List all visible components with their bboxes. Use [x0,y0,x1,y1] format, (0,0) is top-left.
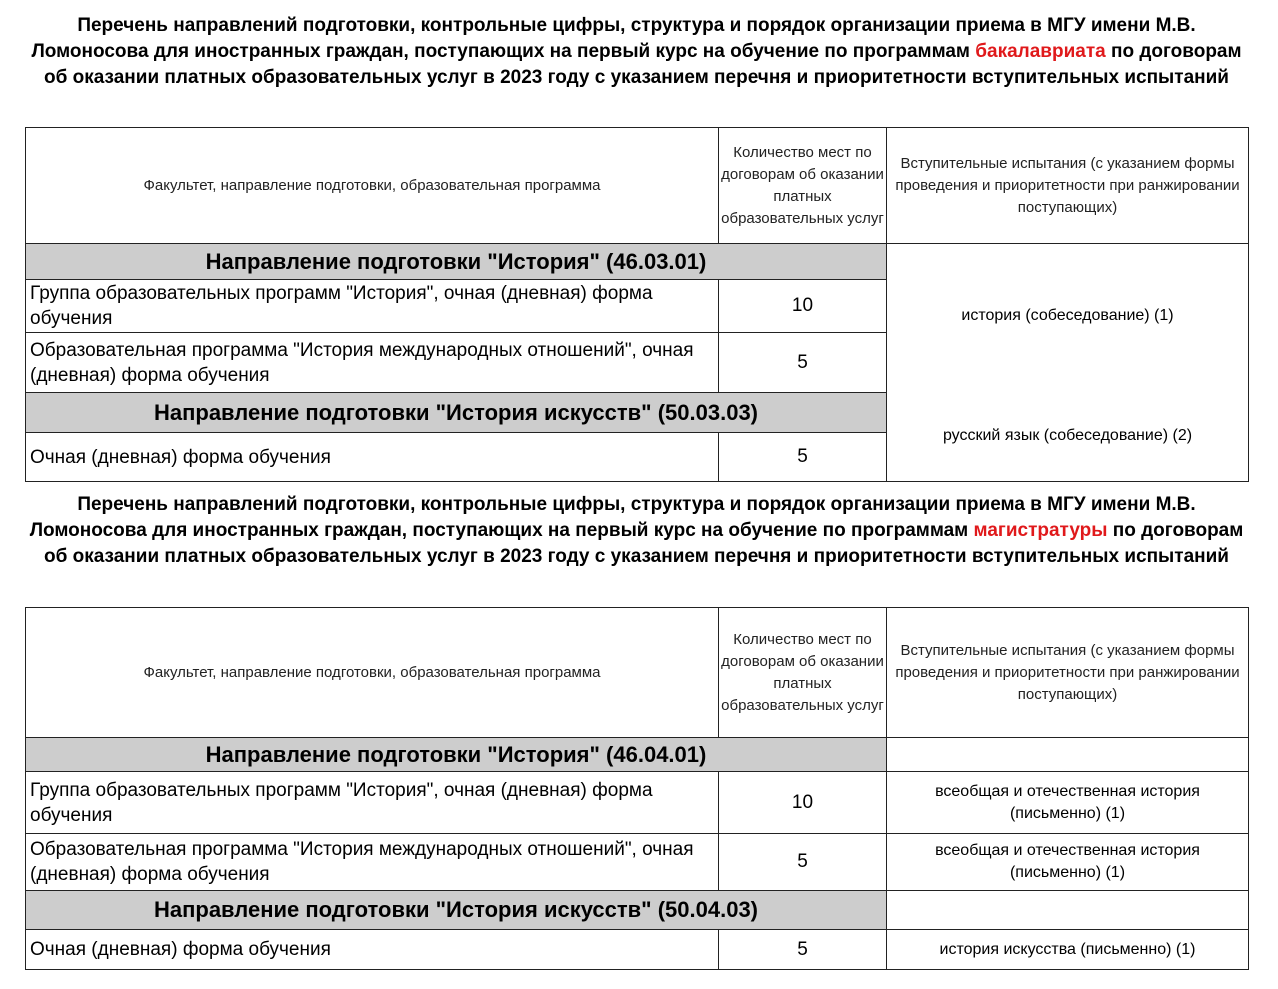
master-title-text: Перечень направлений подготовки, контрольные цифры, структура и порядок организации приема в МГУ имени М.В. Ломоносова для иностранных граждан, поступающих на первый курс на обучение по программам [29,494,1196,541]
program-name: Образовательная программа "История международных отношений", очная (дневная) форма обучения [26,333,719,393]
bachelor-title-text: Перечень направлений подготовки, контрольные цифры, структура и порядок организации приема в МГУ имени М.В. Ломоносова для иностранных граждан, поступающих на первый курс на обучение по программам [31,15,1196,62]
direction-title: Направление подготовки "История искусств" (50.04.03) [26,891,887,930]
direction-title: Направление подготовки "История искусств" (50.03.03) [26,393,887,433]
empty-cell [887,891,1249,930]
places-count: 10 [719,772,887,834]
table-row [26,930,1249,970]
direction-title: Направление подготовки "История" (46.03.01) [26,244,887,280]
header-program: Факультет, направление подготовки, образовательная программа [26,128,719,244]
exam-cell: всеобщая и отечественная история (письменно) (1) [887,772,1249,834]
empty-cell [887,738,1249,772]
header-exams: Вступительные испытания (с указанием формы проведения и приоритетности при ранжировании поступающих) [887,608,1249,738]
table-row [26,772,1249,834]
places-count: 10 [719,280,887,333]
header-places: Количество мест по договорам об оказании платных образовательных услуг [719,128,887,244]
program-name: Группа образовательных программ "История", очная (дневная) форма обучения [26,772,719,834]
places-count: 5 [719,930,887,970]
master-table [25,607,1249,970]
program-name: Очная (дневная) форма обучения [26,433,719,482]
bachelor-title-highlight: бакалавриата [975,41,1106,62]
direction-row [26,891,1249,930]
header-places: Количество мест по договорам об оказании платных образовательных услуг [719,608,887,738]
exam-item: история (собеседование) (1) [961,307,1174,324]
program-name: Очная (дневная) форма обучения [26,930,719,970]
exam-item: русский язык (собеседование) (2) [942,427,1193,444]
table-header-row [26,128,1249,244]
master-title-highlight: магистратуры [973,520,1108,541]
master-title-text-end: по договорам об оказании платных образовательных услуг в 2023 году с указанием перечня и приоритетности вступительных испытаний [44,520,1244,567]
bachelor-table [25,127,1249,482]
table-row [26,834,1249,891]
places-count: 5 [719,433,887,482]
exams-merged-cell [887,244,1249,482]
header-program: Факультет, направление подготовки, образовательная программа [26,608,719,738]
program-name: Образовательная программа "История международных отношений", очная (дневная) форма обучения [26,834,719,891]
bachelor-title [25,13,1248,91]
program-name: Группа образовательных программ "История", очная (дневная) форма обучения [26,280,719,333]
direction-row [26,244,1249,280]
table-header-row [26,608,1249,738]
master-title [25,492,1248,570]
direction-row [26,738,1249,772]
exam-cell: история искусства (письменно) (1) [887,930,1249,970]
bachelor-title-text-end: по договорам об оказании платных образовательных услуг в 2023 году с указанием перечня и приоритетности вступительных испытаний [44,41,1242,88]
exam-cell: всеобщая и отечественная история (письменно) (1) [887,834,1249,891]
places-count: 5 [719,333,887,393]
places-count: 5 [719,834,887,891]
direction-title: Направление подготовки "История" (46.04.01) [26,738,887,772]
header-exams: Вступительные испытания (с указанием формы проведения и приоритетности при ранжировании поступающих) [887,128,1249,244]
